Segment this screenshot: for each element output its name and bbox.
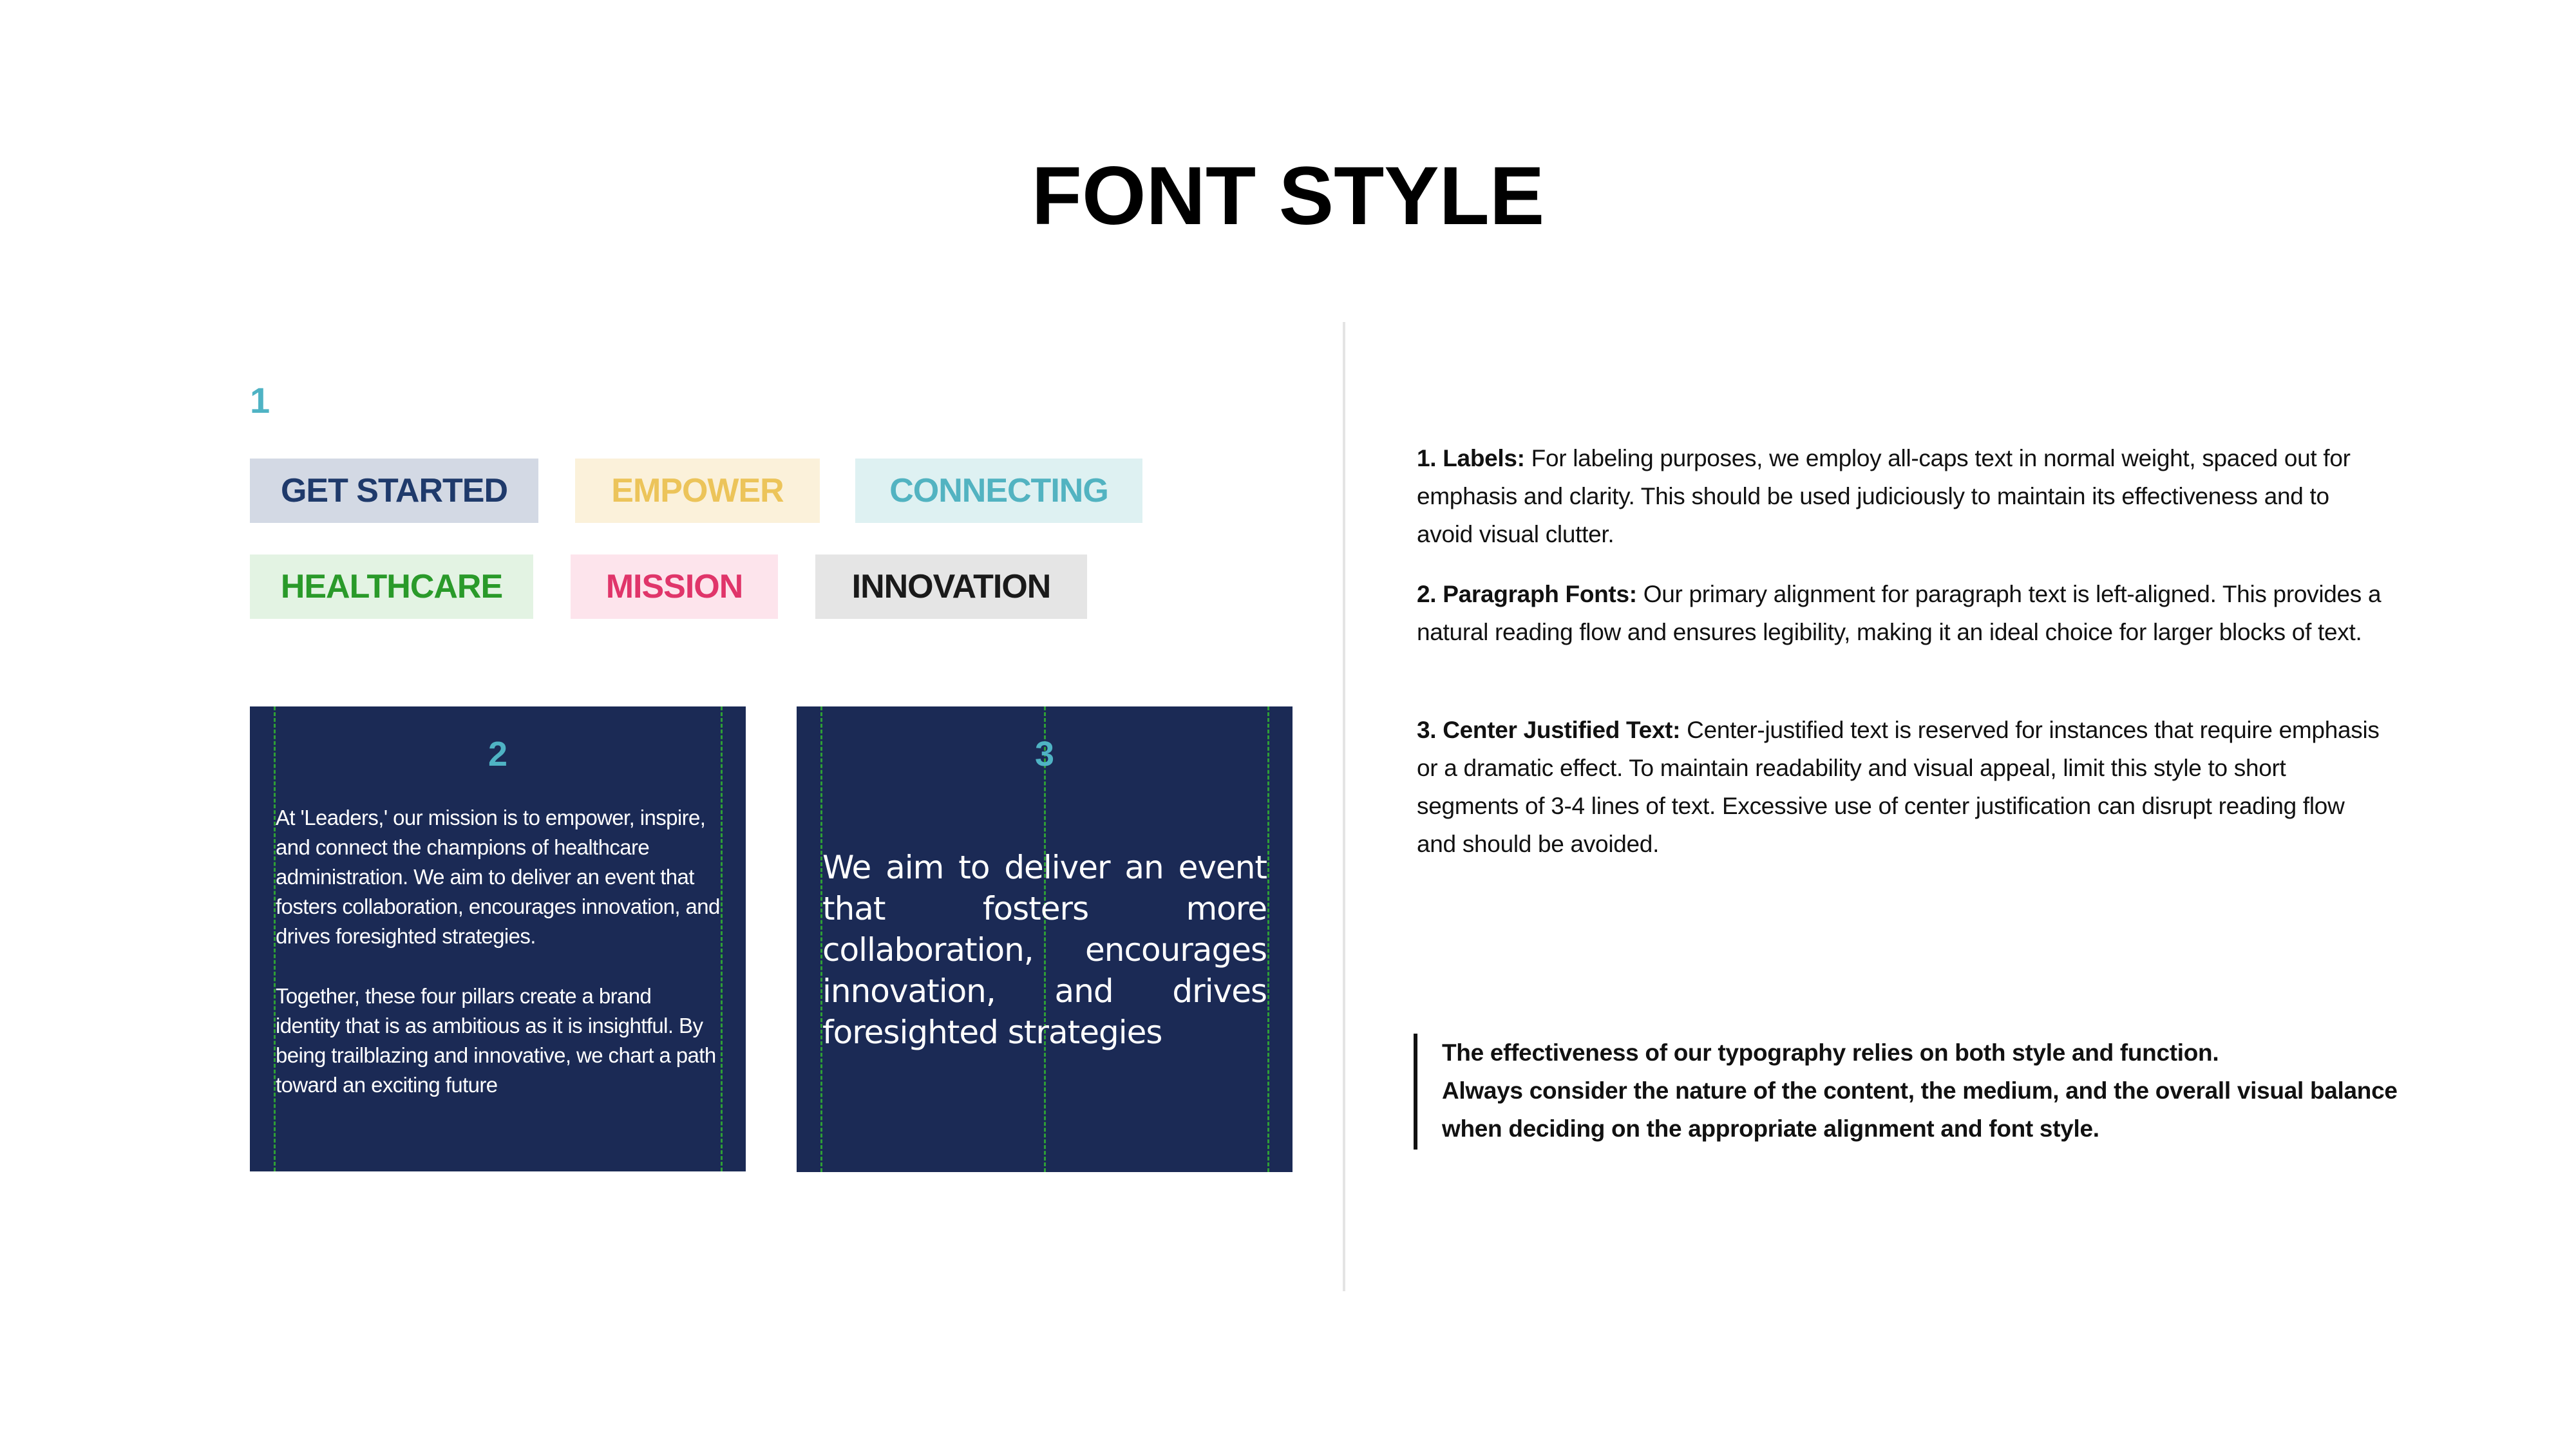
guideline-labels [1417, 439, 2383, 553]
guideline-heading: 2. Paragraph Fonts: [1417, 581, 1637, 607]
typography-note [1414, 1034, 2418, 1150]
label-chip-healthcare: HEALTHCARE [250, 554, 533, 619]
guideline-heading: 3. Center Justified Text: [1417, 717, 1681, 743]
label-chip-get-started: GET STARTED [250, 459, 538, 523]
note-line-2: Always consider the nature of the content, the medium, and the overall visual balance when deciding on the appropriate alignment and font style. [1442, 1077, 2398, 1142]
guideline-paragraph-fonts [1417, 575, 2383, 651]
guideline-body: For labeling purposes, we employ all-caps text in normal weight, spaced out for emphasis and clarity. This should be used judiciously to maintain its effectiveness and to avoid visual clutter. [1417, 445, 2351, 547]
guideline-center-justified [1417, 711, 2383, 863]
label-chip-innovation: INNOVATION [815, 554, 1087, 619]
justified-card-text: We aim to deliver an event that fosters more collaboration, encourages innovation, and drives foresighted strategies [822, 849, 1267, 1051]
label-chip-empower: EMPOWER [575, 459, 820, 523]
justified-card-number: 3 [1034, 735, 1055, 773]
labels-section-number: 1 [250, 380, 270, 421]
vertical-divider [1343, 322, 1345, 1291]
guideline-heading: 1. Labels: [1417, 445, 1525, 471]
paragraph-font-card [250, 706, 746, 1171]
page-title: FONT STYLE [1031, 150, 1545, 242]
justified-text-card [797, 706, 1293, 1172]
note-line-1: The effectiveness of our typography relies on both style and function. [1442, 1039, 2219, 1066]
right-guide-line [1267, 706, 1269, 1172]
paragraph-card-number: 2 [488, 735, 508, 773]
label-chip-mission: MISSION [571, 554, 778, 619]
right-guide-line [721, 706, 723, 1171]
guideline-body: Center-justified text is reserved for instances that require emphasis or a dramatic effect. To maintain readability and visual appeal, limit this style to short segments of 3-4 lines of text. Excessive use of center justification can disrupt reading flow and should be avoided. [1417, 717, 2380, 857]
paragraph-card-text-1: At 'Leaders,' our mission is to empower, inspire, and connect the champions of healthcare administration. We aim to deliver an event that fosters collaboration, encourages innovation, and drives foresighted strategies. [276, 806, 720, 948]
guideline-body: Our primary alignment for paragraph text is left-aligned. This provides a natural reading flow and ensures legibility, making it an ideal choice for larger blocks of text. [1417, 581, 2382, 645]
label-chip-connecting: CONNECTING [855, 459, 1142, 523]
paragraph-card-text-2: Together, these four pillars create a brand identity that is as ambitious as it is insightful. By being trailblazing and innovative, we chart a path toward an exciting future [276, 984, 716, 1097]
